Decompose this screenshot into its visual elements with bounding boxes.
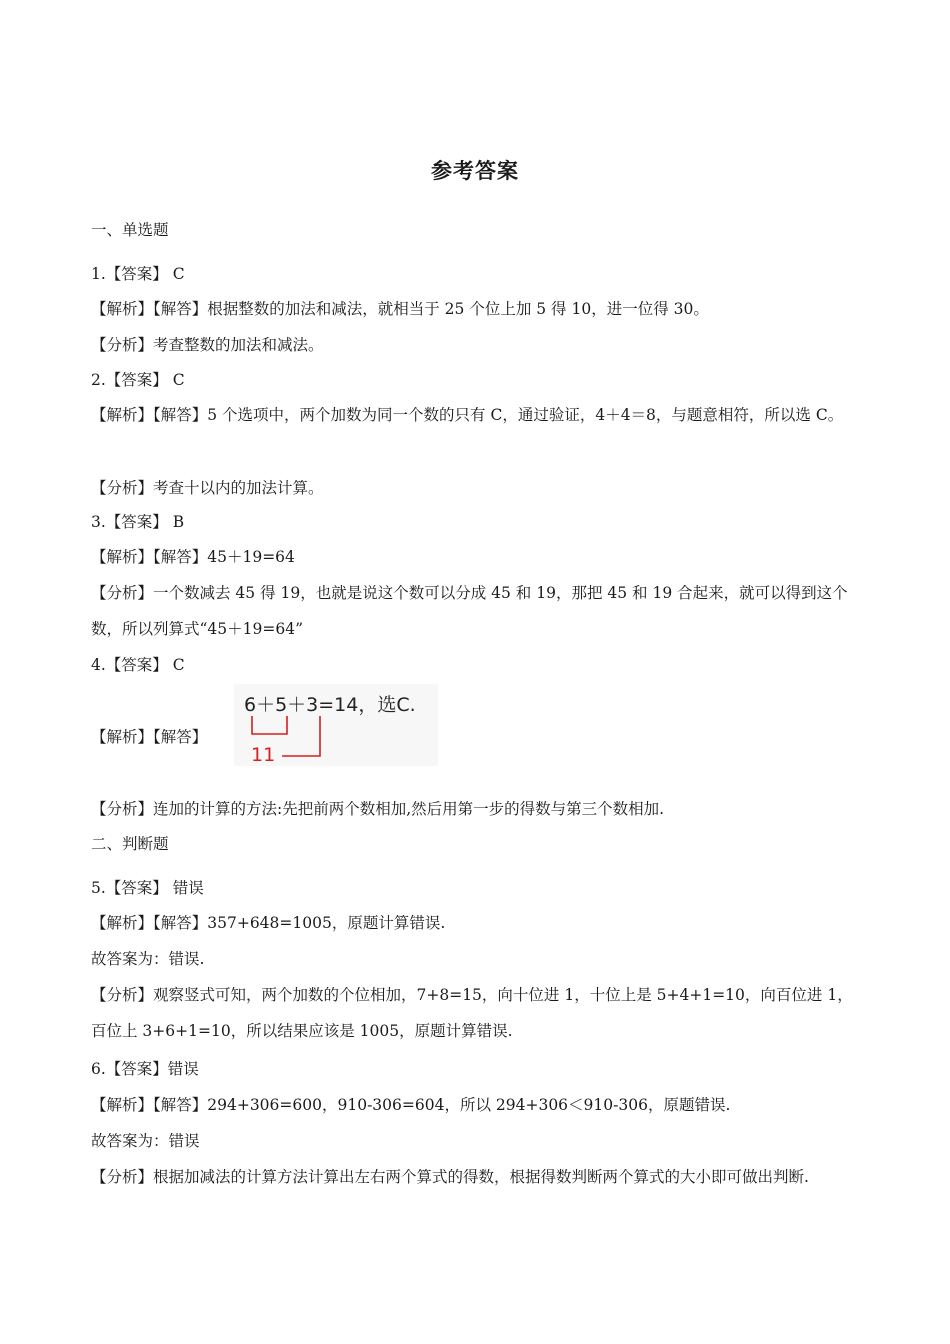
q4-figure-partial-sum: 11 [251, 744, 276, 766]
q2-explanation: 【解析】【解答】5 个选项中，两个加数为同一个数的只有 C，通过验证，4＋4＝8，与题意相符，所以选 C。 [91, 406, 844, 424]
q5-answer: 5.【答案】 错误 [91, 879, 204, 897]
section-heading-single-choice: 一、单选题 [91, 221, 169, 239]
section-heading-true-false: 二、判断题 [91, 835, 169, 853]
q4-analysis: 【分析】连加的计算的方法:先把前两个数相加,然后用第一步的得数与第三个数相加. [91, 800, 665, 818]
q3-explanation: 【解析】【解答】45＋19=64 [91, 548, 295, 566]
q2-analysis: 【分析】考查十以内的加法计算。 [91, 479, 324, 497]
q1-explanation: 【解析】【解答】根据整数的加法和减法，就相当于 25 个位上加 5 得 10，进一位得 30。 [91, 300, 709, 318]
q6-explanation: 【解析】【解答】294+306=600，910-306=604，所以 294+306＜910-306，原题错误. [91, 1096, 731, 1114]
q3-analysis: 【分析】一个数减去 45 得 19，也就是说这个数可以分成 45 和 19，那把 45 和 19 合起来，就可以得到这个数，所以列算式“45＋19=64” [91, 584, 848, 638]
q5-conclusion: 故答案为：错误. [91, 950, 205, 968]
q4-explanation-label: 【解析】【解答】 [91, 728, 208, 746]
q5-analysis: 【分析】观察竖式可知，两个加数的个位相加，7+8=15，向十位进 1，十位上是 5+4+1=10，向百位进 1，百位上 3+6+1=10，所以结果应该是 1005，原题计算错误. [91, 986, 853, 1040]
q5-explanation: 【解析】【解答】357+648=1005，原题计算错误. [91, 914, 446, 932]
q6-conclusion: 故答案为：错误 [91, 1132, 200, 1150]
q4-working-svg [234, 684, 438, 766]
q6-answer: 6.【答案】错误 [91, 1060, 199, 1078]
q1-answer: 1.【答案】 C [91, 265, 185, 283]
page-title: 参考答案 [431, 158, 519, 183]
q4-figure-equation: 6＋5＋3=14，选C. [244, 694, 416, 716]
q4-bracket-first-pair [252, 716, 287, 734]
q4-working-figure [234, 684, 438, 766]
q4-answer: 4.【答案】 C [91, 656, 185, 674]
q2-answer: 2.【答案】 C [91, 371, 185, 389]
q3-answer: 3.【答案】 B [91, 513, 185, 531]
q6-analysis: 【分析】根据加减法的计算方法计算出左右两个算式的得数，根据得数判断两个算式的大小即可做出判断. [91, 1168, 809, 1186]
q1-analysis: 【分析】考查整数的加法和减法。 [91, 336, 324, 354]
